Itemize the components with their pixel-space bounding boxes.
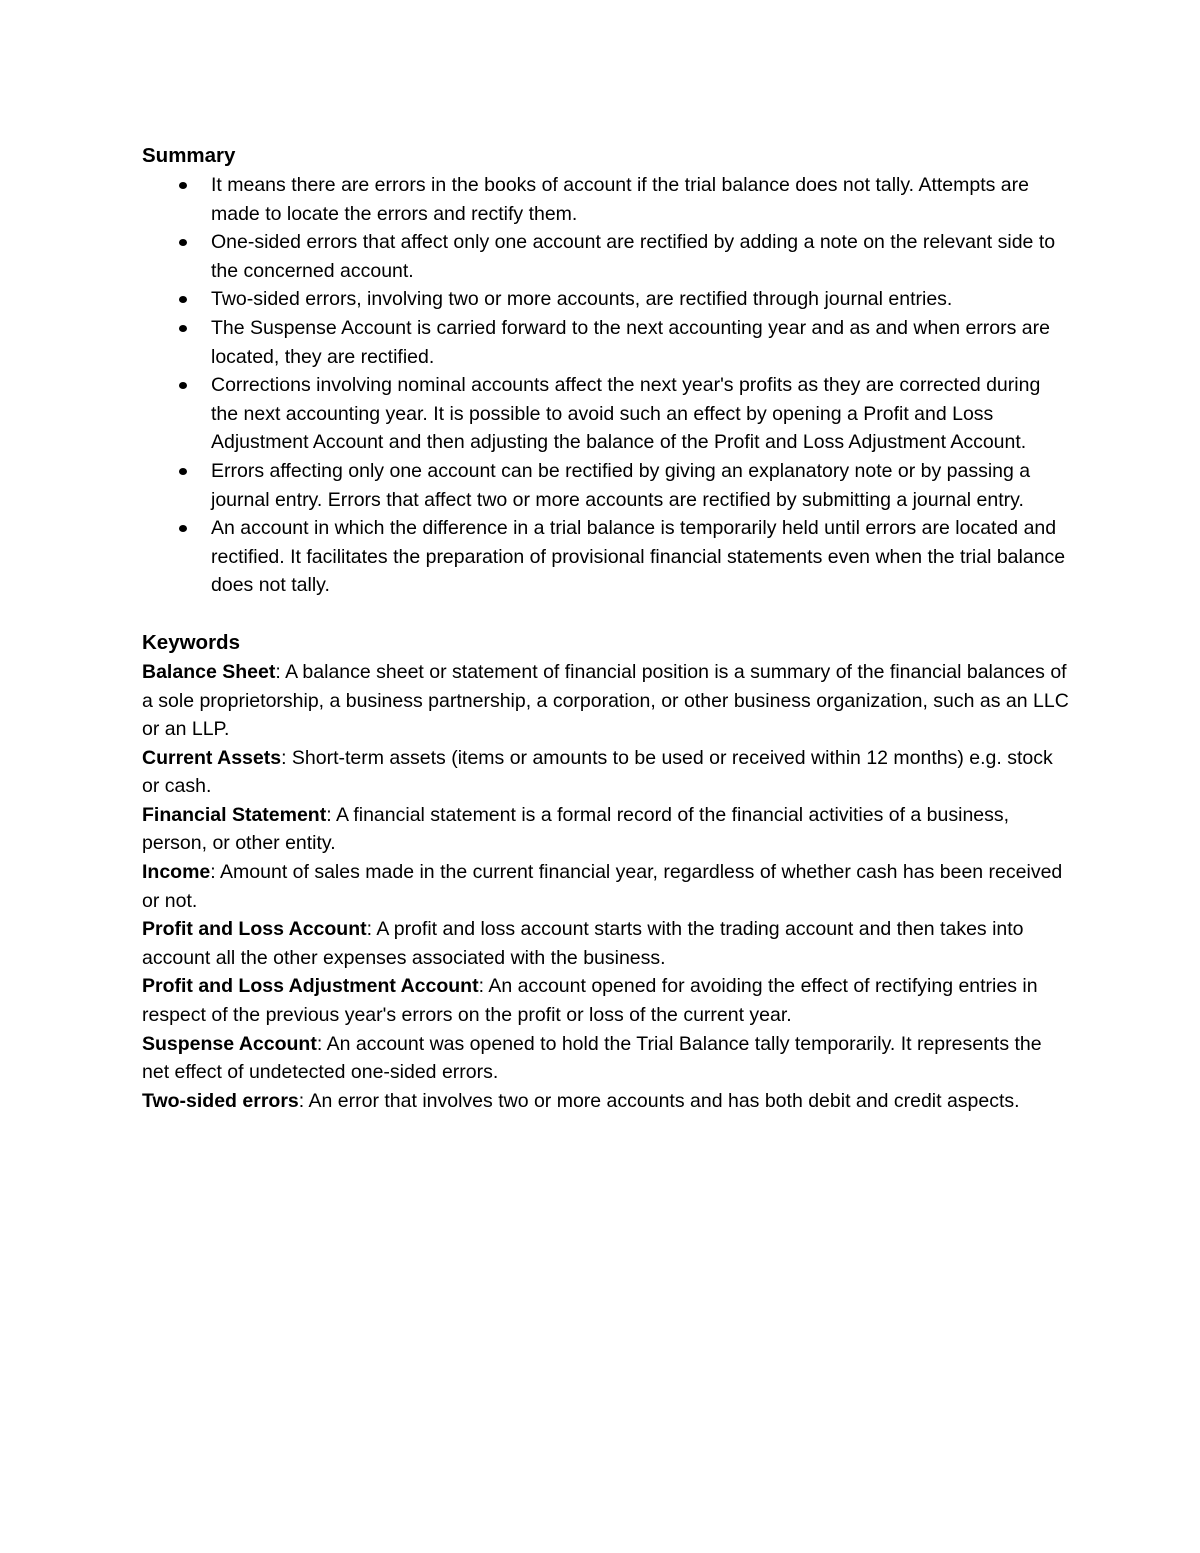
keyword-term: Profit and Loss Account xyxy=(142,918,367,941)
summary-item-text: One-sided errors that affect only one account are rectified by adding a note on the relevant side to the concerned account. xyxy=(211,231,1056,282)
summary-heading: Summary xyxy=(142,144,236,167)
summary-list xyxy=(142,171,1072,600)
summary-item xyxy=(142,314,1072,371)
bullet-icon xyxy=(179,182,187,189)
summary-item xyxy=(142,171,1072,228)
summary-item xyxy=(142,228,1072,285)
keyword-definition: : An account was opened to hold the Trial Balance tally temporarily. It represents the net effect of undetected one-sided errors. xyxy=(142,1032,1042,1084)
bullet-icon xyxy=(179,296,187,303)
document-content xyxy=(142,141,1072,1115)
bullet-icon xyxy=(179,525,187,532)
keyword-entry xyxy=(142,801,1072,858)
summary-item-text: Two-sided errors, involving two or more accounts, are rectified through journal entries. xyxy=(211,288,953,311)
keywords-heading: Keywords xyxy=(142,630,240,654)
keyword-term: Two-sided errors xyxy=(142,1089,299,1112)
summary-item-text: Errors affecting only one account can be rectified by giving an explanatory note or by passing a journal entry. Errors that affect two or more accounts are rectified by submitting a journal entry. xyxy=(211,459,1031,511)
keyword-definition: : Short-term assets (items or amounts to be used or received within 12 months) e.g. stock or cash. xyxy=(142,746,1053,798)
keyword-definition: : A financial statement is a formal record of the financial activities of a business, person, or other entity. xyxy=(142,803,1010,855)
keyword-definition: : A profit and loss account starts with the trading account and then takes into account all the other expenses associated with the business. xyxy=(142,918,1024,969)
bullet-icon xyxy=(179,382,187,389)
summary-item xyxy=(142,514,1072,600)
keyword-entry xyxy=(142,915,1072,972)
keyword-term: Current Assets xyxy=(142,746,282,769)
summary-item xyxy=(142,371,1072,457)
summary-item-text: It means there are errors in the books of account if the trial balance does not tally. Attempts are made to locate the errors and rectify them. xyxy=(211,174,1029,225)
keyword-entry xyxy=(142,858,1072,915)
keywords-list xyxy=(142,658,1072,1116)
summary-item-text: The Suspense Account is carried forward to the next accounting year and as and when errors are located, they are rectified. xyxy=(211,316,1050,368)
keyword-definition: : A balance sheet or statement of financial position is a summary of the financial balances of a sole proprietorship, a business partnership, a corporation, or other business organization, such as an LLC or an LLP. xyxy=(142,660,1069,741)
keyword-definition: : Amount of sales made in the current financial year, regardless of whether cash has been received or not. xyxy=(142,861,1063,912)
keyword-definition: : An account opened for avoiding the effect of rectifying entries in respect of the previous year's errors on the profit or loss of the current year. xyxy=(142,975,1038,1027)
keyword-term: Income xyxy=(142,861,211,884)
keyword-entry xyxy=(142,1087,1072,1116)
bullet-icon xyxy=(179,468,187,475)
summary-item xyxy=(142,457,1072,514)
keyword-term: Financial Statement xyxy=(142,803,327,826)
bullet-icon xyxy=(179,325,187,332)
keyword-term: Suspense Account xyxy=(142,1032,317,1055)
keyword-definition: : An error that involves two or more accounts and has both debit and credit aspects. xyxy=(298,1089,1020,1112)
summary-item xyxy=(142,285,1072,314)
keyword-term: Balance Sheet xyxy=(142,660,276,683)
keyword-term: Profit and Loss Adjustment Account xyxy=(142,975,479,998)
keyword-entry xyxy=(142,744,1072,801)
bullet-icon xyxy=(179,239,187,246)
keyword-entry xyxy=(142,972,1072,1029)
summary-item-text: An account in which the difference in a trial balance is temporarily held until errors are located and rectified. It facilitates the preparation of provisional financial statements even when the trial balance does not tally. xyxy=(211,517,1066,597)
keyword-entry xyxy=(142,1030,1072,1087)
summary-item-text: Corrections involving nominal accounts affect the next year's profits as they are corrected during the next accounting year. It is possible to avoid such an effect by opening a Profit and Loss Adjustment Account and then adjusting the balance of the Profit and Loss Adjustment Account. xyxy=(211,374,1041,454)
keyword-entry xyxy=(142,658,1072,744)
